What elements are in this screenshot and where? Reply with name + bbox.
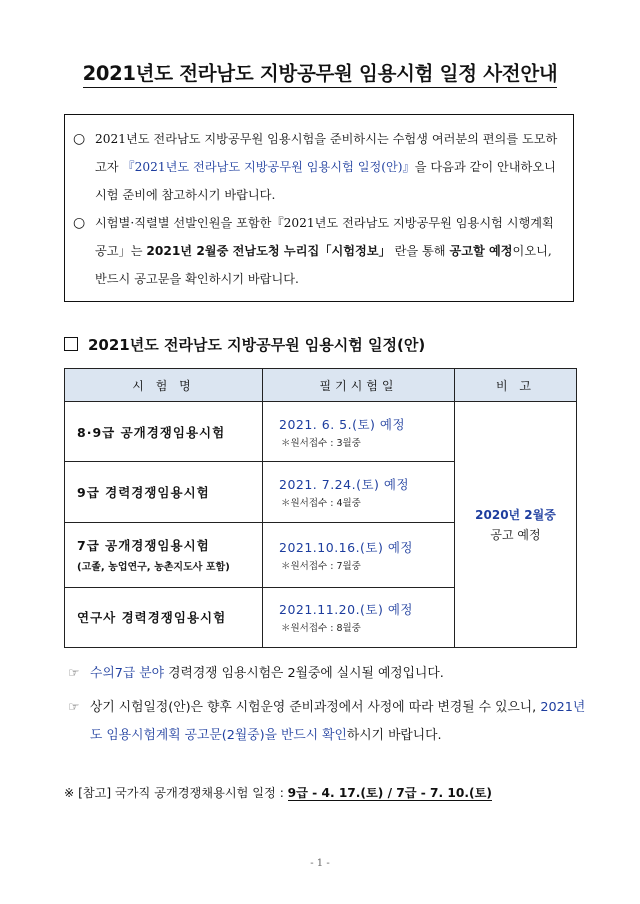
pointing-hand-icon: ☞ — [68, 666, 80, 681]
footnote-2 — [68, 694, 588, 750]
circle-bullet-icon: ○ — [73, 215, 86, 231]
note-line-2: 공고 예정 — [490, 527, 541, 542]
footnote-2-part1: 상기 시험일정(안)은 향후 시험운영 준비과정에서 사정에 따라 변경될 수 있으니, — [90, 700, 537, 715]
notice-b2-bold2: 공고할 예정 — [449, 244, 513, 258]
page-number: - 1 - — [310, 858, 330, 869]
reference-note — [64, 784, 492, 801]
exam-date: 2021. 6. 5.(토) 예정 — [279, 416, 406, 432]
notice-b1-part1: 2021년도 전라남도 지방공무원 임용시험을 준비하시는 수험생 여러분의 편의를 도모하고자 — [95, 132, 558, 174]
exam-name: 7급 공개경쟁임용시험 — [77, 538, 210, 554]
exam-date-cell — [263, 522, 455, 587]
exam-name: 연구사 경력경쟁임용시험 — [65, 587, 263, 647]
note-line-1: 2020년 2월중 — [475, 507, 556, 522]
notice-box — [64, 114, 574, 302]
exam-date-cell — [263, 402, 455, 462]
page-title — [0, 58, 640, 86]
reference-schedule: 9급 - 4. 17.(토) / 7급 - 7. 10.(토) — [287, 786, 492, 800]
note-cell — [455, 402, 577, 648]
header-exam-name: 시 험 명 — [65, 369, 263, 402]
table-header-row — [65, 369, 577, 402]
section-heading-text: 2021년도 전라남도 지방공무원 임용시험 일정(안) — [88, 336, 426, 354]
notice-bullet-2-text — [95, 209, 565, 293]
footnote-1-blue: 수의7급 분야 — [90, 666, 165, 681]
footnote-2-blue: 2021년도 임용시험계획 공고문(2월중)을 반드시 확인 — [90, 700, 586, 743]
exam-name: 8·9급 공개경쟁임용시험 — [65, 402, 263, 462]
table-row — [65, 402, 577, 462]
exam-name: 9급 경력경쟁임용시험 — [65, 462, 263, 522]
application-period: ＊원서접수 : 8월중 — [281, 623, 361, 635]
exam-date-cell — [263, 462, 455, 522]
footnote-1 — [68, 660, 588, 688]
footnotes — [68, 660, 588, 756]
notice-bullet-1-text — [95, 125, 565, 209]
exam-name-cell — [65, 522, 263, 587]
exam-date: 2021.11.20.(토) 예정 — [279, 602, 413, 618]
notice-bullet-2 — [73, 209, 565, 293]
exam-date: 2021. 7.24.(토) 예정 — [279, 476, 410, 492]
application-period: ＊원서접수 : 3월중 — [281, 437, 361, 449]
schedule-table — [64, 368, 577, 648]
footnote-1-text — [90, 660, 588, 688]
exam-date: 2021.10.16.(토) 예정 — [279, 539, 413, 555]
pointing-hand-icon: ☞ — [68, 700, 80, 715]
footnote-1-rest: 경력경쟁 임용시험은 2월중에 실시될 예정입니다. — [164, 666, 444, 681]
application-period: ＊원서접수 : 4월중 — [281, 497, 361, 509]
page-title-text: 2021년도 전라남도 지방공무원 임용시험 일정 사전안내 — [83, 62, 558, 88]
exam-name-sub: (고졸, 농업연구, 농촌지도사 포함) — [77, 562, 230, 574]
notice-bullet-1 — [73, 125, 565, 209]
notice-b2-part1: 시험별·직렬별 선발인원을 포함한『2021년도 전라남도 지방공무원 임용시험 시행계획 공고」는 — [95, 216, 554, 258]
application-period: ＊원서접수 : 7월중 — [281, 560, 361, 572]
footnote-2-part2: 하시기 바랍니다. — [346, 728, 442, 743]
section-heading — [64, 334, 425, 355]
footnote-2-text — [90, 694, 588, 750]
notice-b2-bold1: 2021년 2월중 전남도청 누리집「시험정보」 — [146, 244, 391, 258]
reference-prefix: ※ [참고] 국가직 공개경쟁채용시험 일정 : — [64, 786, 284, 800]
notice-b2-part3: 이오니, 반드시 공고문을 확인하시기 바랍니다. — [95, 244, 552, 286]
notice-b1-highlight: 『2021년도 전라남도 지방공무원 임용시험 일정(안)』 — [122, 160, 415, 174]
header-note: 비 고 — [455, 369, 577, 402]
notice-b2-part2: 란을 통해 — [394, 244, 446, 258]
exam-date-cell — [263, 587, 455, 647]
notice-b1-part2: 을 다음과 같이 안내하오니 시험 준비에 참고하시기 바랍니다. — [95, 160, 556, 202]
circle-bullet-icon: ○ — [73, 131, 86, 147]
header-exam-date: 필기시험일 — [263, 369, 455, 402]
checkbox-square-icon — [64, 337, 78, 351]
